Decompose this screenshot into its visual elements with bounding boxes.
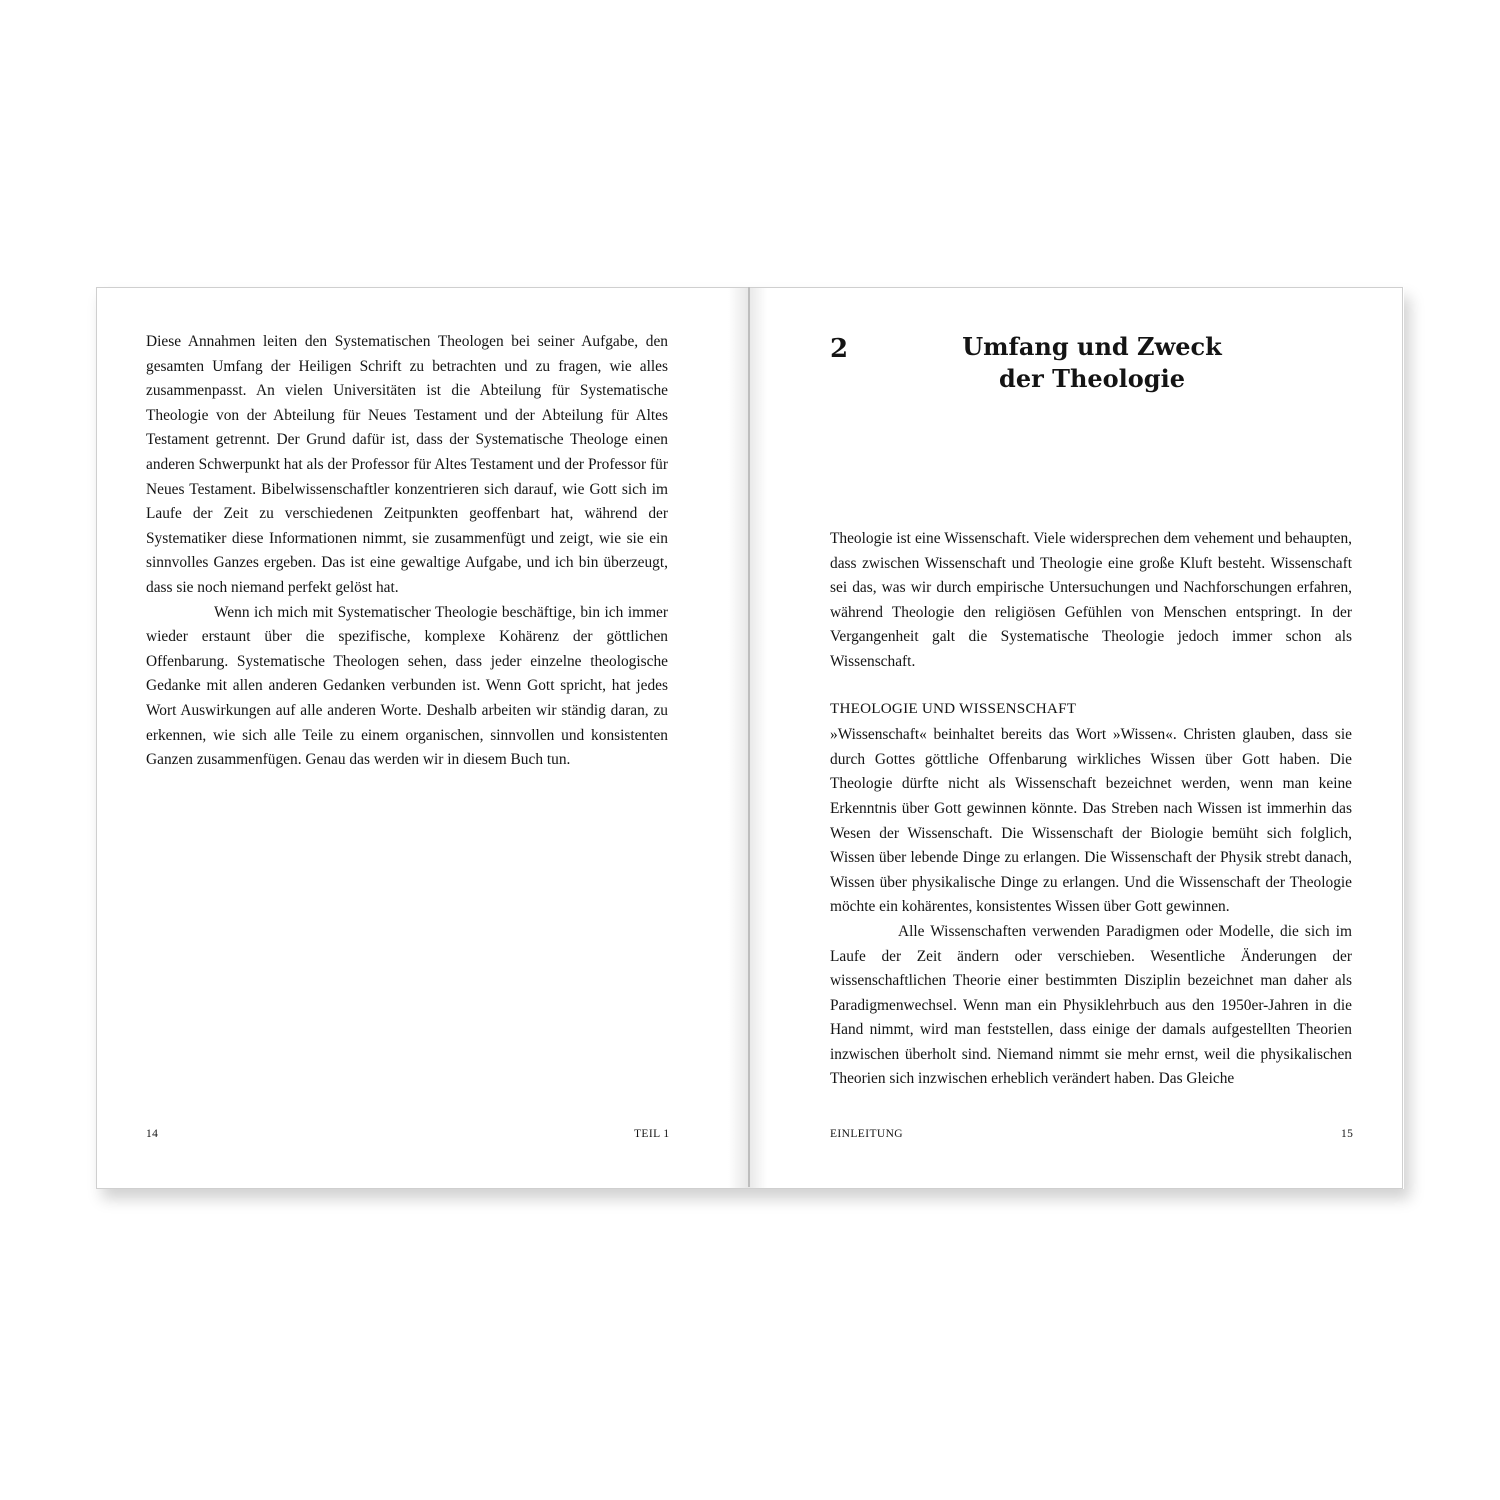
intro-paragraph: Theologie ist eine Wissenschaft. Viele widersprechen dem vehement und behaupten, dass zwischen Wissenschaft und Theologie eine große Kluft besteht. Wissenschaft sei das, was wir durch empirische Untersuchungen und Nachforschungen erfahren, während Theologie den religiösen Gefühlen von Menschen entspringt. In der Vergangenheit galt die Systematische Theologie jedoch immer schon als Wissenschaft. <box>830 530 1352 670</box>
book-gutter <box>748 287 750 1187</box>
left-paragraph-2: Wenn ich mich mit Systematischer Theologie beschäftige, bin ich immer wieder erstaunt über die spezifische, komplexe Kohärenz der göttlichen Offenbarung. Systematische Theologen sehen, dass jeder einzelne theologische Gedanke mit allen anderen Gedanken verbunden ist. Wenn Gott spricht, hat jedes Wort Auswirkungen auf alle anderen Worte. Deshalb arbeiten wir ständig daran, zu erkennen, wie sich alle Teile zu einem organischen, sinnvollen und konsistenten Ganzen zusammenfügen. Genau das werden wir in diesem Buch tun. <box>146 603 668 769</box>
chapter-number: 2 <box>830 334 849 364</box>
left-page-number: 14 <box>146 1128 159 1140</box>
section-paragraph-2: Alle Wissenschaften verwenden Paradigmen oder Modelle, die sich im Laufe der Zeit ändern oder verschieben. Wesentliche Änderungen der wissenschaftlichen Theorie einer bestimmten Disziplin bezeichnet man daher als Paradigmenwechsel. Wenn man ein Physiklehrbuch aus den 1950er-Jahren in die Hand nimmt, wird man feststellen, dass einige der damals aufgestellten Theorien inzwischen überholt sind. Niemand nimmt sie mehr ernst, weil die physikalischen Theorien sich inzwischen erheblich verändert haben. Das Gleiche <box>830 922 1352 1088</box>
left-running-head: TEIL 1 <box>634 1128 670 1140</box>
section-paragraph-1: »Wissenschaft« beinhaltet bereits das Wort »Wissen«. Christen glauben, dass sie durch Gottes göttliche Offenbarung wirkliches Wissen über Gott haben. Die Theologie dürfte nicht als Wissenschaft bezeichnet werden, wenn man keine Erkenntnis über Gott gewinnen könnte. Das Streben nach Wissen ist immerhin das Wesen der Wissenschaft. Die Wissenschaft der Biologie bemüht sich folglich, Wissen über lebende Dinge zu erlangen. Die Wissenschaft der Physik strebt danach, Wissen über physikalische Dinge zu erlangen. Und die Wissenschaft der Theologie möchte ein kohärentes, konsistentes Wissen über Gott gewinnen. <box>830 726 1352 916</box>
section-heading: THEOLOGIE UND WISSENSCHAFT <box>830 699 1077 717</box>
chapter-title <box>942 331 1242 395</box>
left-page-body <box>146 330 668 773</box>
right-page-number: 15 <box>1341 1128 1354 1140</box>
right-running-head: EINLEITUNG <box>830 1128 903 1140</box>
chapter-title-line-2: der Theologie <box>999 364 1185 393</box>
right-page-body <box>830 527 1352 1092</box>
chapter-title-line-1: Umfang und Zweck <box>962 332 1222 361</box>
book-spread <box>96 287 1404 1189</box>
left-paragraph-1: Diese Annahmen leiten den Systematischen Theologen bei seiner Aufgabe, den gesamten Umfang der Heiligen Schrift zu betrachten und zu fragen, wie alles zusammenpasst. An vielen Universitäten ist die Abteilung für Systematische Theologie von der Abteilung für Neues Testament und der Abteilung für Altes Testament getrennt. Der Grund dafür ist, dass der Systematische Theologe einen anderen Schwerpunkt hat als der Professor für Altes Testament und der Professor für Neues Testament. Bibelwissenschaftler konzentrieren sich darauf, wie Gott sich im Laufe der Zeit zu verschiedenen Zeitpunkten geoffenbart hat, während der Systematiker diese Informationen nimmt, sie zusammenfügt und zeigt, wie sie ein sinnvolles Ganzes ergeben. Das ist eine gewaltige Aufgabe, und ich bin überzeugt, dass sie noch niemand perfekt gelöst hat. <box>146 333 668 596</box>
